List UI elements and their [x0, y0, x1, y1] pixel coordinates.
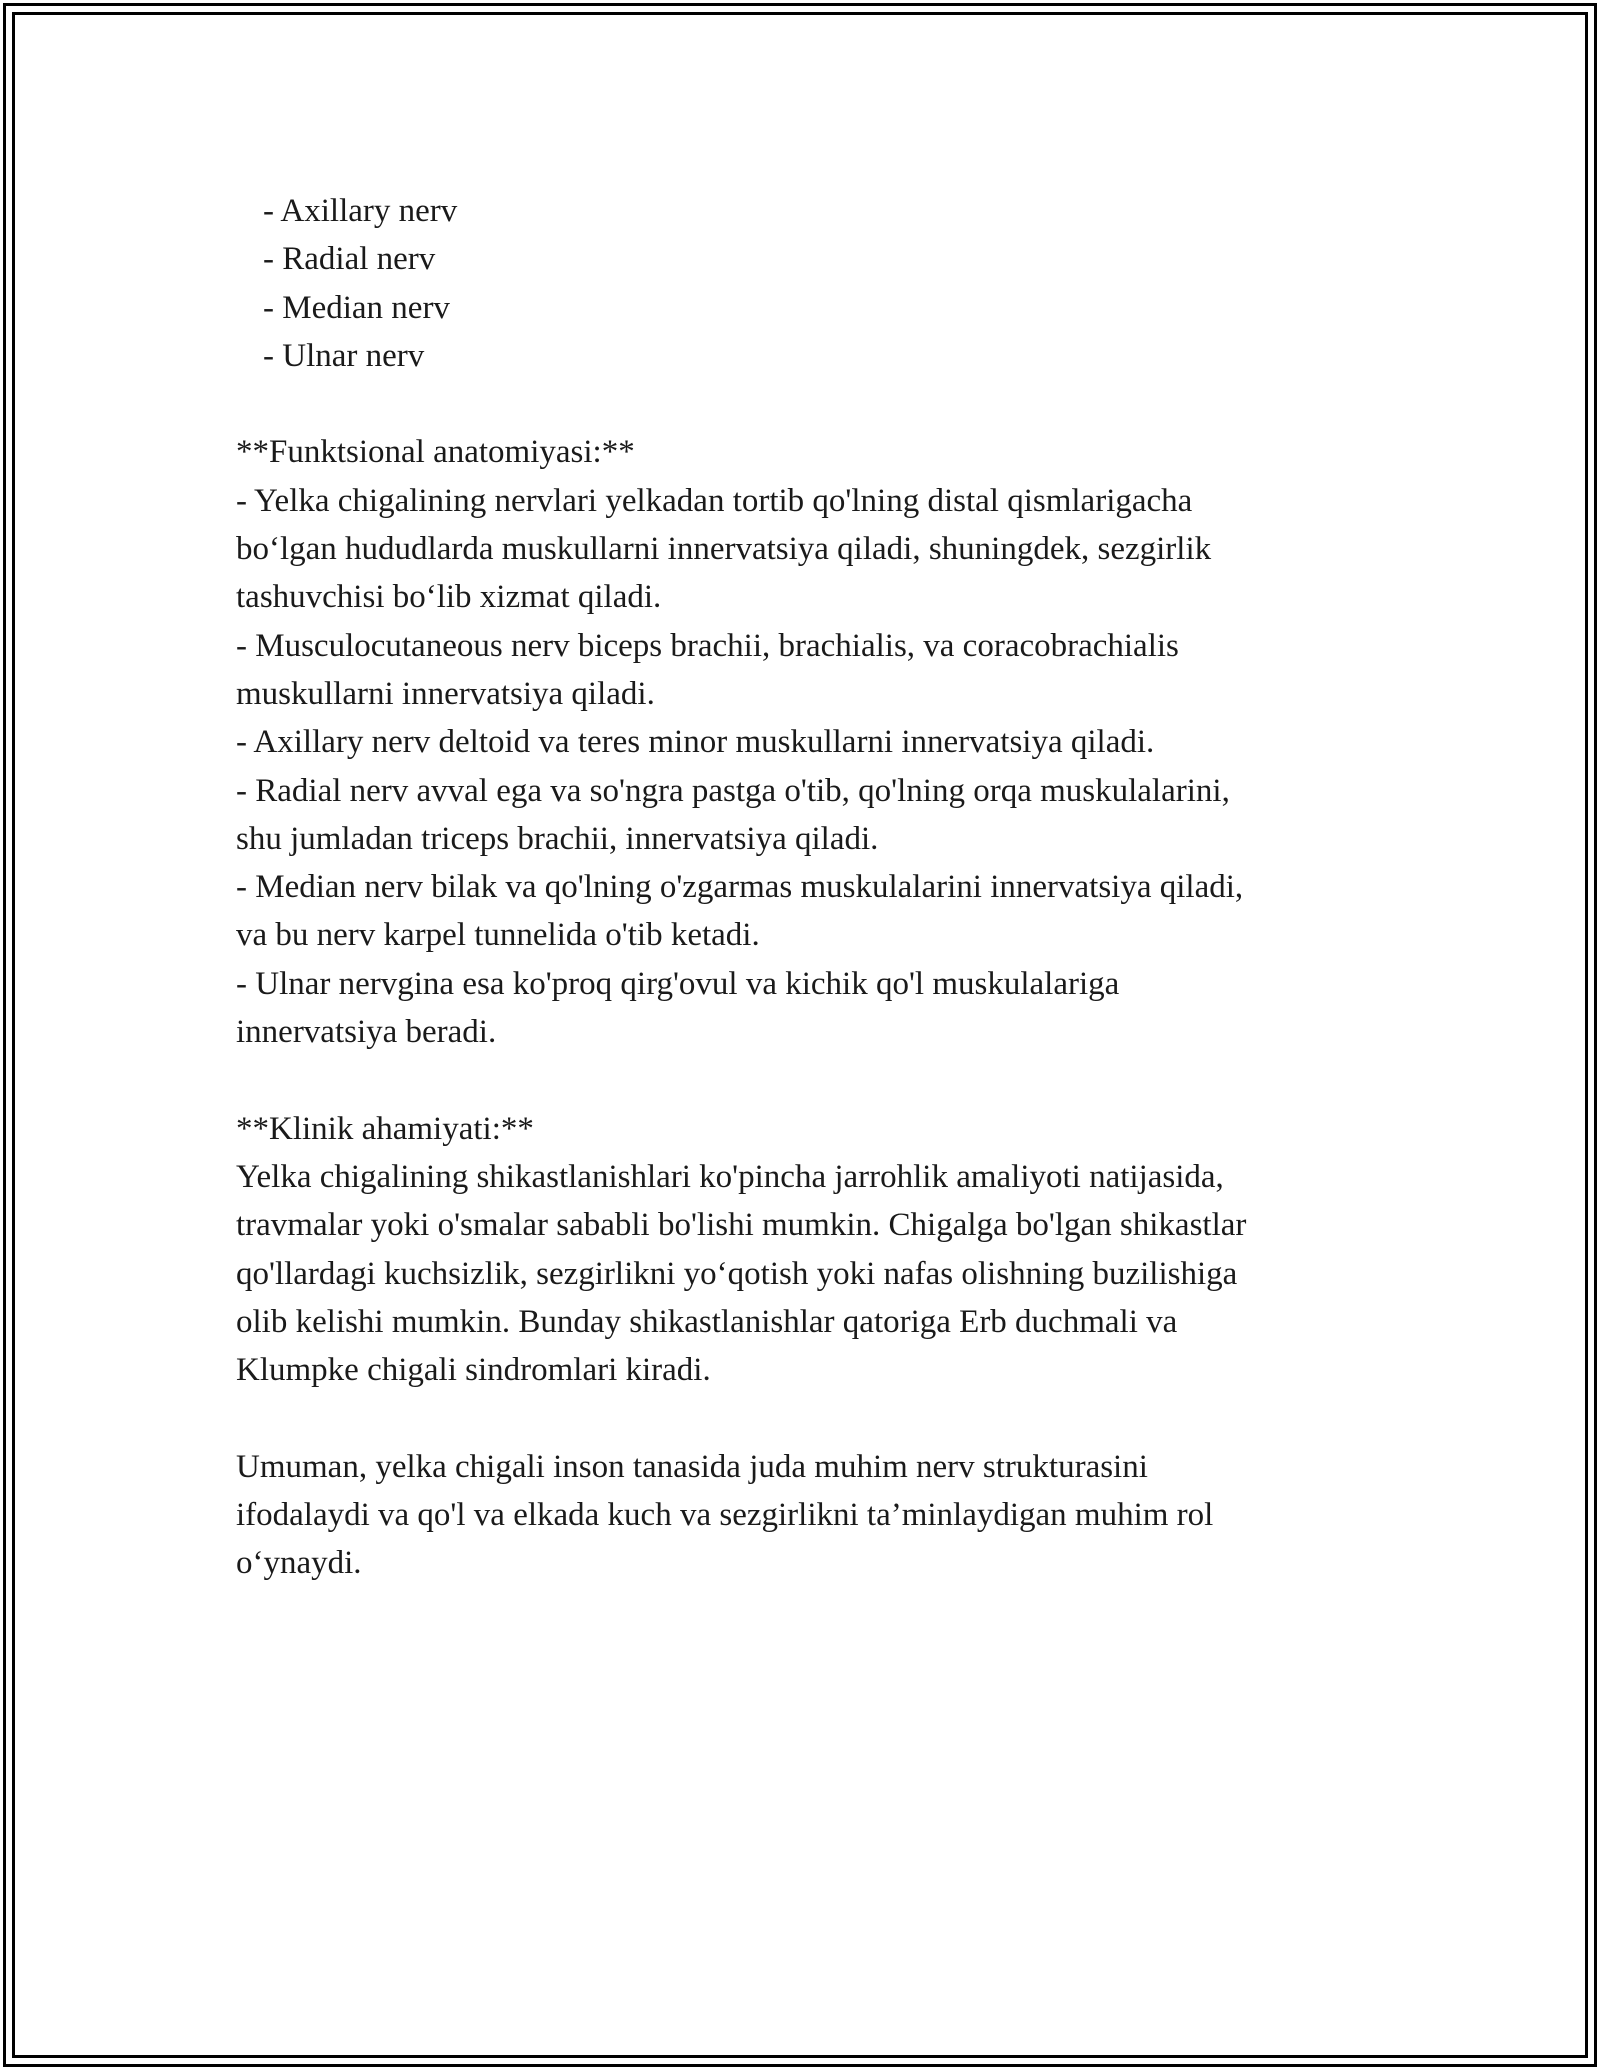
- functional-anatomy-section: [236, 428, 1386, 1056]
- text-line: - Radial nerv avval ega va so'ngra pastga o'tib, qo'lning orqa muskulalarini,: [236, 772, 1230, 809]
- text-line: muskullarni innervatsiya qiladi.: [236, 675, 655, 712]
- clinical-significance-section: [236, 1105, 1386, 1395]
- text-line: - Ulnar nervgina esa ko'proq qirg'ovul va kichik qo'l muskulalariga: [236, 965, 1120, 1002]
- text-line: tashuvchisi bo‘lib xizmat qiladi.: [236, 579, 662, 616]
- text-line: - Yelka chigalining nervlari yelkadan tortib qo'lning distal qismlarigacha: [236, 482, 1193, 519]
- text-line: o‘ynaydi.: [236, 1545, 362, 1582]
- text-line: olib kelishi mumkin. Bunday shikastlanishlar qatoriga Erb duchmali va: [236, 1303, 1178, 1340]
- paragraph-gap: [236, 1394, 1386, 1442]
- text-line: Umuman, yelka chigali inson tanasida juda muhim nerv strukturasini: [236, 1448, 1148, 1485]
- text-line: shu jumladan triceps brachii, innervatsiya qiladi.: [236, 820, 879, 857]
- text-line: - Median nerv bilak va qo'lning o'zgarmas muskulalarini innervatsiya qiladi,: [236, 869, 1244, 906]
- text-line: bo‘lgan hududlarda muskullarni innervatsiya qiladi, shuningdek, sezgirlik: [236, 531, 1212, 568]
- text-line: - Axillary nerv deltoid va teres minor muskullarni innervatsiya qiladi.: [236, 724, 1155, 761]
- text-line: va bu nerv karpel tunnelida o'tib ketadi.: [236, 917, 760, 954]
- text-line: ifodalaydi va qo'l va elkada kuch va sezgirlikni ta’minlaydigan muhim rol: [236, 1497, 1214, 1534]
- conclusion-paragraph: [236, 1443, 1386, 1588]
- paragraph-gap: [236, 1056, 1386, 1104]
- text-line: - Musculocutaneous nerv biceps brachii, brachialis, va coracobrachialis: [236, 627, 1179, 664]
- text-line: innervatsiya beradi.: [236, 1014, 497, 1051]
- section-heading: **Funktsional anatomiyasi:**: [236, 434, 635, 471]
- text-line: Yelka chigalining shikastlanishlari ko'pincha jarrohlik amaliyoti natijasida,: [236, 1158, 1224, 1195]
- text-line: qo'llardagi kuchsizlik, sezgirlikni yo‘qotish yoki nafas olishning buzilishiga: [236, 1255, 1238, 1292]
- text-line: travmalar yoki o'smalar sababli bo'lishi mumkin. Chigalga bo'lgan shikastlar: [236, 1207, 1247, 1244]
- list-item: - Axillary nerv: [263, 193, 458, 229]
- list-item: - Median nerv: [263, 289, 450, 326]
- document-body: [236, 187, 1386, 1588]
- list-item: - Ulnar nerv: [263, 337, 425, 374]
- paragraph-gap: [236, 380, 1386, 428]
- list-item: - Radial nerv: [263, 241, 436, 278]
- nerve-list: [236, 187, 1386, 380]
- section-heading: **Klinik ahamiyati:**: [236, 1110, 534, 1147]
- text-line: Klumpke chigali sindromlari kiradi.: [236, 1352, 711, 1389]
